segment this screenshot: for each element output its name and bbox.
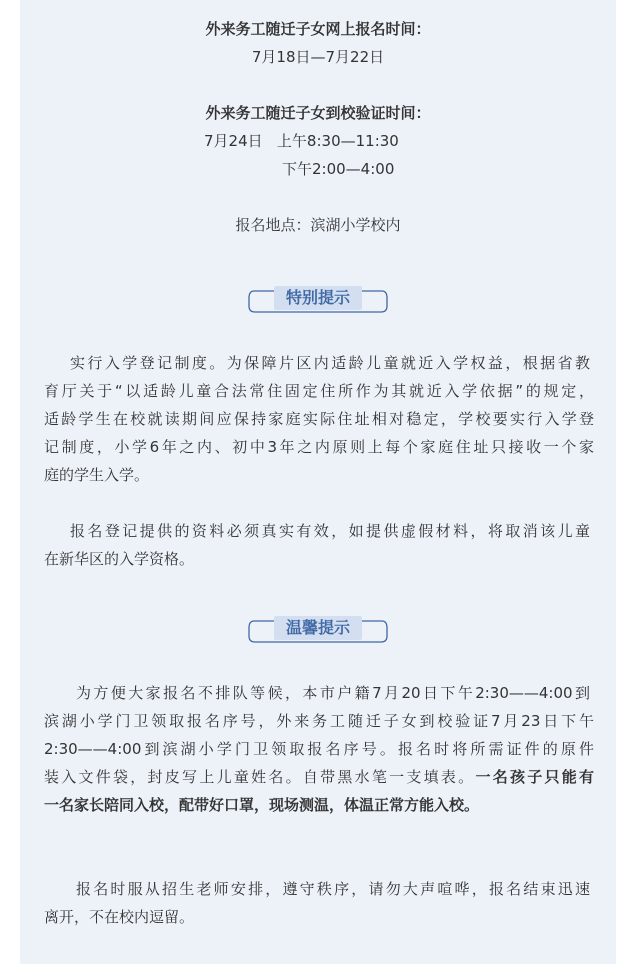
- special-para1-line3: 适龄学生在校就读期间应保持家庭实际住址相对稳定，学校要实行入学登: [44, 410, 594, 428]
- special-para1-line4: 记制度，小学6年之内、初中3年之内原则上每个家庭住址只接收一个家: [44, 438, 594, 456]
- warm-notice-title: 温馨提示: [285, 618, 350, 637]
- warm-para1-line4-bold: 一名孩子只能有: [475, 768, 594, 786]
- special-para1-line2: 育厅关于“以适龄儿童合法常住固定住所作为其就近入学依据”的规定，: [44, 382, 594, 400]
- verification-morning: 7月24日 上午8:30—11:30: [204, 132, 399, 150]
- warm-para2-line1: 报名时服从招生老师安排，遵守秩序，请勿大声喧哗，报名结束迅速: [76, 880, 590, 898]
- warm-para1-line1: 为方便大家报名不排队等候，本市户籍7月20日下午2:30——4:00到: [76, 684, 590, 702]
- warm-notice-badge: [248, 615, 388, 645]
- warm-para1-line3: 2:30——4:00到滨湖小学门卫领取报名序号。报名时将所需证件的原件: [44, 740, 594, 758]
- special-notice-badge: [248, 285, 388, 315]
- warm-para1-line4: [44, 767, 594, 787]
- online-registration-dates: 7月18日—7月22日: [251, 48, 385, 66]
- online-registration-title: 外来务工随迁子女网上报名时间：: [205, 20, 431, 38]
- special-para2-line2: 在新华区的入学资格。: [44, 550, 195, 568]
- special-para2-line1: 报名登记提供的资料必须真实有效，如提供虚假材料，将取消该儿童: [70, 522, 590, 540]
- special-para1-line1: 实行入学登记制度。为保障片区内适龄儿童就近入学权益，根据省教: [70, 354, 590, 372]
- warm-para1-line2: 滨湖小学门卫领取报名序号，外来务工随迁子女到校验证7月23日下午: [44, 712, 594, 730]
- special-notice-title: 特别提示: [285, 288, 350, 307]
- registration-location: 报名地点：滨湖小学校内: [235, 216, 401, 234]
- verification-title: 外来务工随迁子女到校验证时间：: [205, 104, 431, 122]
- special-para1-line5: 庭的学生入学。: [44, 466, 150, 484]
- warm-para2-line2: 离开，不在校内逗留。: [44, 908, 195, 926]
- verification-afternoon: 下午2:00—4:00: [282, 160, 395, 178]
- warm-para1-line5: 一名家长陪同入校，配带好口罩，现场测温，体温正常方能入校。: [44, 796, 480, 814]
- warm-para1-line4-normal: 装入文件袋，封皮写上儿童姓名。自带黑水笔一支填表。: [44, 768, 476, 786]
